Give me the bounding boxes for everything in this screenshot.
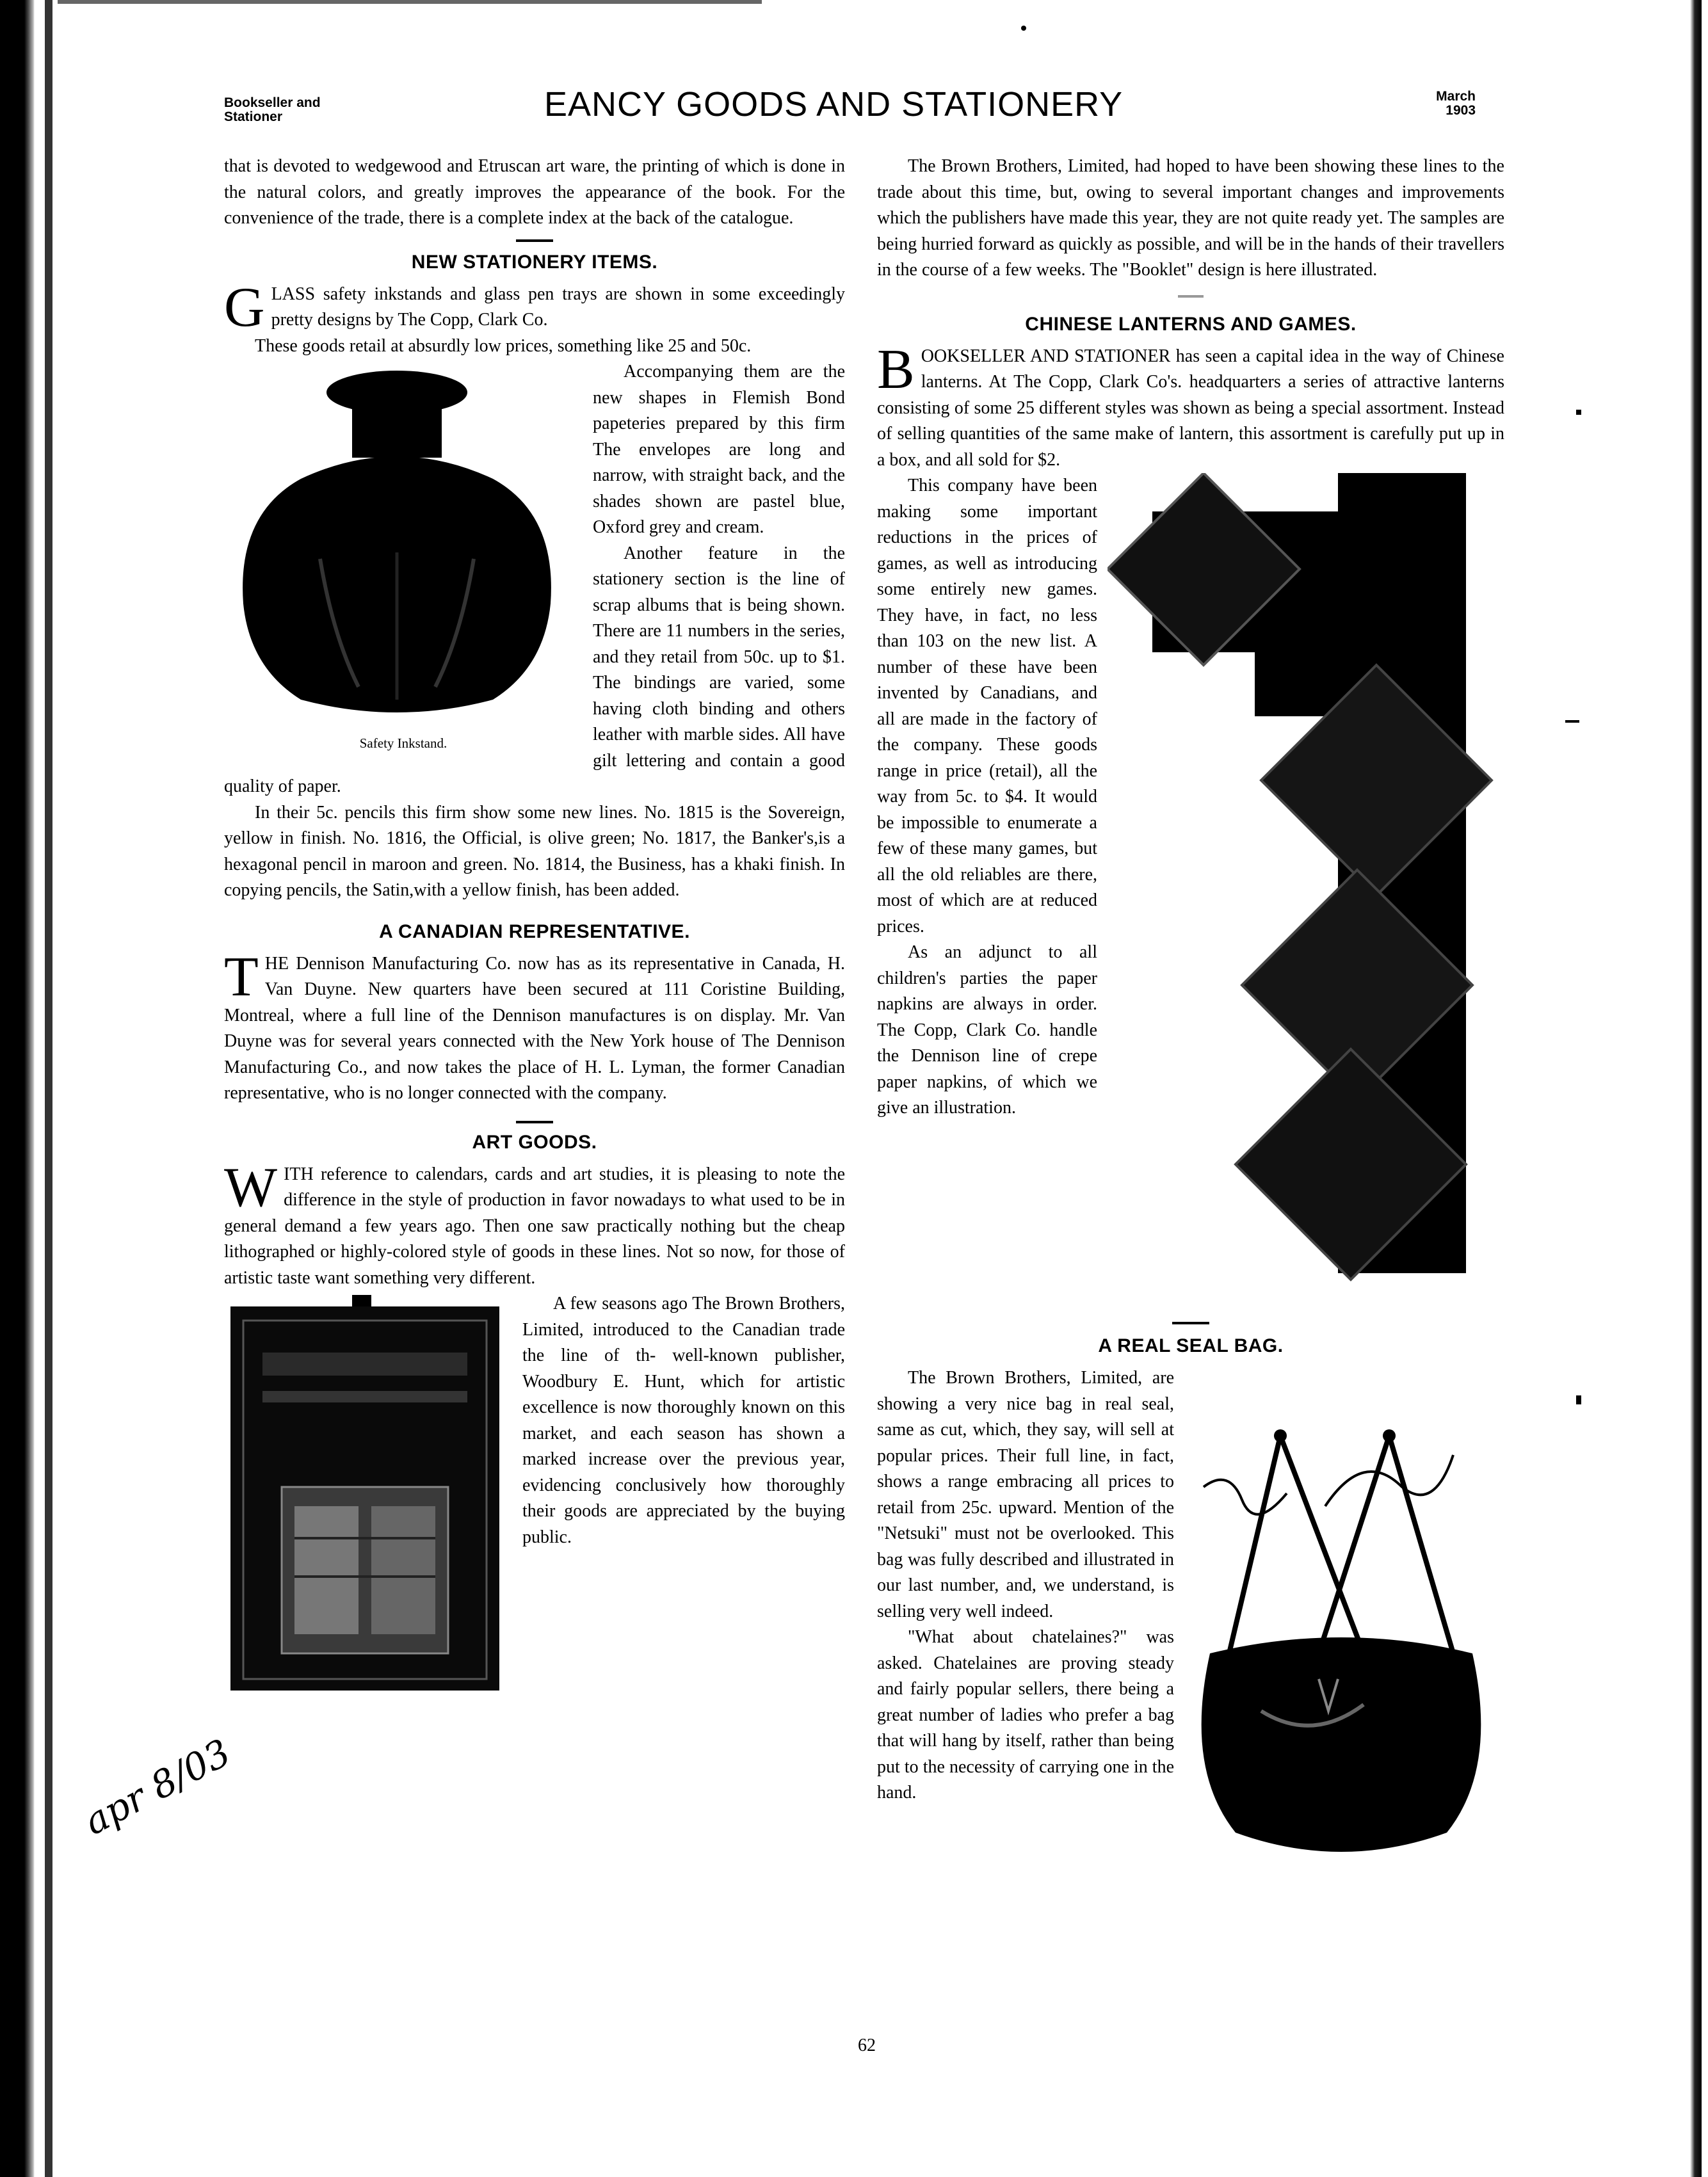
- napkins-illustration: [1108, 473, 1504, 1318]
- header-left-line1: Bookseller and: [224, 95, 321, 110]
- seal-bag-figure: [1184, 1410, 1504, 1871]
- article-paragraph: Accompanying them are the new shapes in Flemish Bond papeteries prepared by this firm The envelopes are long and narrow, with straight back, and the shades shown are pastel blue, Oxford grey and cream.: [593, 362, 845, 537]
- section-heading: NEW STATIONERY ITEMS.: [411, 251, 658, 273]
- running-header-left: [224, 96, 321, 124]
- header-left-line2: Stationer: [224, 109, 283, 124]
- article-paragraph: ITH reference to calendars, cards and art studies, it is pleasing to note the difference in the style of production in favor nowadays to what used to be in general demand a few years ago. Then one saw practically nothing but the cheap lithographed or highly-colored style of goods in these lines. Not so now, for those of artistic taste want something very different.: [224, 1164, 845, 1288]
- article-paragraph: This company have been making some important reductions in the prices of games, as well as introducing some entirely new games. They have, in fact, no less than 103 on the new list. A number of these have been invented by Canadians, and all are made in the factory of the company. These goods range in price (retail), all the way from 5c. to $4. It would be impossible to enumerate a few of these many games, but all the old reliables are there, most of which are at reduced prices.: [877, 476, 1097, 936]
- scan-edge-line: [45, 0, 52, 2177]
- handwritten-date: apr 8/03: [77, 1730, 238, 1844]
- drop-cap: G: [224, 276, 265, 339]
- scan-edge-left: [0, 0, 35, 2177]
- speck: [1576, 1395, 1581, 1404]
- continued-paragraph: that is devoted to wedgewood and Etruscan art ware, the printing of which is done in the natural colors, and greatly improves the appearance of the book. For the convenience of the trade, there is a complete index at the back of the catalogue.: [224, 156, 845, 228]
- drop-cap: W: [224, 1156, 278, 1219]
- napkins-figure: [1108, 473, 1504, 1318]
- article-canadian-representative: [224, 945, 845, 1107]
- article-paragraph: "What about chatelaines?" was asked. Chatelaines are proving steady and fairly popular sellers, there being a great number of ladies who prefer a bag that will hang by itself, rather than being put to the necessity of carrying one in the hand.: [877, 1627, 1174, 1803]
- article-paragraph: These goods retail at absurdly low prices, something like 25 and 50c.: [255, 335, 752, 356]
- section-heading: A REAL SEAL BAG.: [1098, 1335, 1284, 1356]
- drop-cap: T: [224, 945, 259, 1008]
- page-number: 62: [858, 2036, 876, 2055]
- article-paragraph: HE Dennison Manufacturing Co. now has as its representative in Canada, H. Van Duyne. New quarters have been secured at 111 Coristine Building, Montreal, where a full line of the Dennison manufactures is on display. Mr. Van Duyne was for several years connected with the New York house of The Dennison Manufacturing Co., and now takes the place of H. L. Lyman, the former Canadian representative, who is no longer connected with the company.: [224, 953, 845, 1103]
- article-paragraph: A few seasons ago The Brown Brothers, Limited, introduced to the Canadian trade the line of th- well-known publisher, Woodbury E. Hunt, which for artistic excellence is now thoroughly known on this market, and each season has shown a marked increase over the previous year, evidencing conclusively how thoroughly their goods are appreciated by the buying public.: [522, 1294, 845, 1547]
- section-rule: [1178, 295, 1204, 298]
- article-chinese-lanterns: [877, 338, 1504, 1121]
- inkstand-figure: [224, 367, 583, 750]
- right-column: [877, 154, 1504, 1875]
- article-new-stationery: [224, 276, 845, 904]
- section-rule: [516, 239, 553, 242]
- scan-edge-right: [1690, 0, 1702, 2177]
- article-paragraph: The Brown Brothers, Limited, are showing a very nice bag in real seal, same as cut, which, they say, will sell at popular prices. Their full line, in fact, shows a range embracing all prices to retail from 25c. upward. Mention of the "Netsuki" must not be overlooked. This bag was fully described and illustrated in our last number, and, we understand, is selling very well indeed.: [877, 1368, 1174, 1621]
- header-year: 1903: [1446, 103, 1476, 118]
- scan-edge-top: [58, 0, 762, 4]
- section-heading: ART GOODS.: [472, 1131, 597, 1153]
- running-header-right: [1431, 90, 1476, 118]
- article-paragraph: Another feature in the stationery section is the line of scrap albums that is being shown. There are 11 numbers in the series, and they retail from 50c. up to $1. The bindings are varied, some having cloth binding and others leather with marble sides. All have gilt lettering and contain a good quality of paper.: [224, 543, 845, 796]
- article-paragraph: As an adjunct to all children's parties the paper napkins are always in order. The Copp, Clark Co. handle the Dennison line of crepe paper napkins, of which we give an illustration.: [877, 942, 1097, 1118]
- section-heading: A CANADIAN REPRESENTATIVE.: [379, 920, 690, 942]
- figure-caption: Safety Inkstand.: [359, 735, 447, 751]
- seal-bag-illustration: [1184, 1410, 1498, 1871]
- inkstand-illustration: [224, 367, 570, 725]
- article-real-seal-bag: [877, 1365, 1504, 1806]
- article-paragraph: In their 5c. pencils this firm show some new lines. No. 1815 is the Sovereign, yellow in finish. No. 1816, the Official, is olive green; No. 1817, the Banker's,is a hexagonal pencil in maroon and green. No. 1814, the Business, has a khaki finish. In copying pencils, the Satin,with a yellow finish, has been added.: [224, 802, 845, 900]
- article-art-goods: [224, 1156, 845, 1551]
- article-paragraph: OOKSELLER AND STATIONER has seen a capital idea in the way of Chinese lanterns. At The Copp, Clark Co's. headquarters a series of attractive lanterns consisting of some 25 different styles was shown as being a special assortment. Instead of selling quantities of the same make of lantern, this assortment is carefully put up in a box, and all sold for $2.: [877, 346, 1504, 470]
- article-paragraph: LASS safety inkstands and glass pen trays are shown in some exceedingly pretty designs by The Copp, Clark Co.: [271, 284, 845, 330]
- speck: [1565, 720, 1579, 723]
- booklet-figure: [224, 1295, 512, 1700]
- article-paragraph: The Brown Brothers, Limited, had hoped to have been showing these lines to the trade about this time, but, owing to several important changes and improvements which the publishers have made this year, they are not quite ready yet. The samples are being hurried forward as quickly as possible, and will be in the hands of their travellers in the course of a few weeks. The "Booklet" design is here illustrated.: [877, 156, 1504, 280]
- page-title: EANCY GOODS AND STATIONERY: [544, 85, 1124, 124]
- section-rule: [1172, 1322, 1209, 1324]
- header-month: March: [1436, 89, 1476, 104]
- section-heading: CHINESE LANTERNS AND GAMES.: [1025, 313, 1357, 335]
- section-rule: [516, 1121, 553, 1123]
- speck: [1021, 26, 1026, 31]
- drop-cap: B: [877, 338, 915, 401]
- left-column: [224, 154, 845, 1703]
- speck: [1576, 410, 1581, 415]
- booklet-illustration: [224, 1295, 506, 1692]
